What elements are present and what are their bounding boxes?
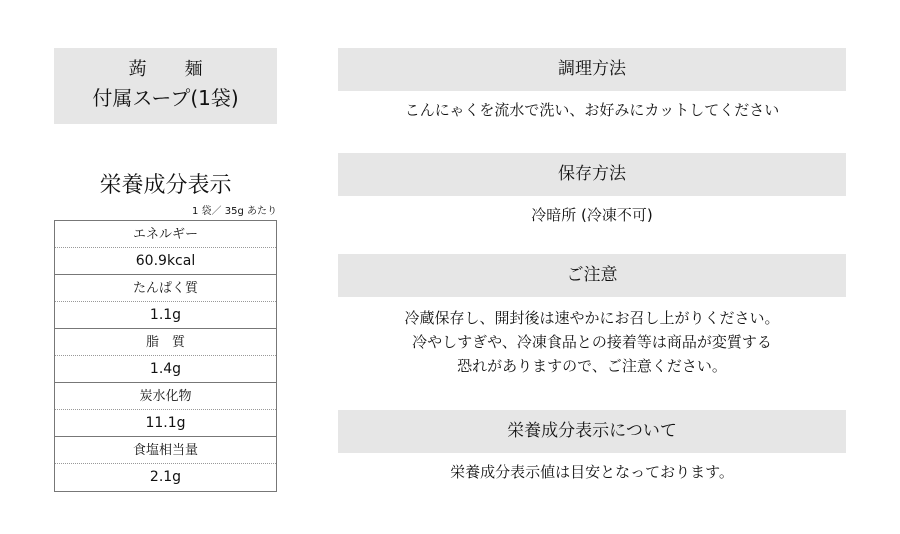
- section-nutrition-note: [338, 410, 846, 484]
- product-name: 蒟 麺: [128, 59, 213, 80]
- section-caution-line-2: 冷やしすぎや、冷凍食品との接着等は商品が変質する: [412, 333, 772, 351]
- nutrition-value-energy: 60.9kcal: [55, 248, 276, 275]
- nutrition-value-carbohydrate: 11.1g: [55, 410, 276, 437]
- nutrition-value-fat: 1.4g: [55, 356, 276, 383]
- section-caution-line-3: 恐れがありますので、ご注意ください。: [457, 357, 727, 375]
- section-storage-line: 冷暗所 (冷凍不可): [531, 206, 653, 224]
- section-caution: [338, 254, 846, 378]
- section-cooking-title: 調理方法: [338, 48, 846, 91]
- section-cooking-line: こんにゃくを流水で洗い、お好みにカットしてください: [404, 101, 780, 119]
- section-nutrition-note-body: [338, 460, 846, 484]
- product-title-box: [54, 48, 277, 124]
- section-storage-title: 保存方法: [338, 153, 846, 196]
- serving-size-note: 1 袋／ 35g あたり: [192, 206, 277, 217]
- product-subtitle: 付属スープ(1袋): [92, 86, 239, 110]
- section-storage: [338, 153, 846, 227]
- nutrition-heading: 栄養成分表示: [99, 173, 232, 198]
- section-cooking-body: [338, 98, 846, 122]
- nutrition-value-salt: 2.1g: [149, 469, 182, 485]
- section-caution-line-1: 冷蔵保存し、開封後は速やかにお召し上がりください。: [404, 309, 780, 327]
- nutrition-label-fat: 脂 質: [55, 329, 276, 356]
- nutrition-label-energy: エネルギー: [55, 221, 276, 248]
- section-caution-title: ご注意: [338, 254, 846, 297]
- section-caution-body: [338, 306, 846, 378]
- nutrition-value-protein: 1.1g: [55, 302, 276, 329]
- section-cooking: [338, 48, 846, 122]
- nutrition-label-salt: 食塩相当量: [55, 437, 276, 464]
- section-storage-body: [338, 203, 846, 227]
- section-nutrition-note-line: 栄養成分表示値は目安となっております。: [450, 463, 734, 481]
- nutrition-label-protein: たんぱく質: [55, 275, 276, 302]
- nutrition-label-carbohydrate: 炭水化物: [55, 383, 276, 410]
- nutrition-table: [54, 220, 277, 492]
- section-nutrition-note-title: 栄養成分表示について: [338, 410, 846, 453]
